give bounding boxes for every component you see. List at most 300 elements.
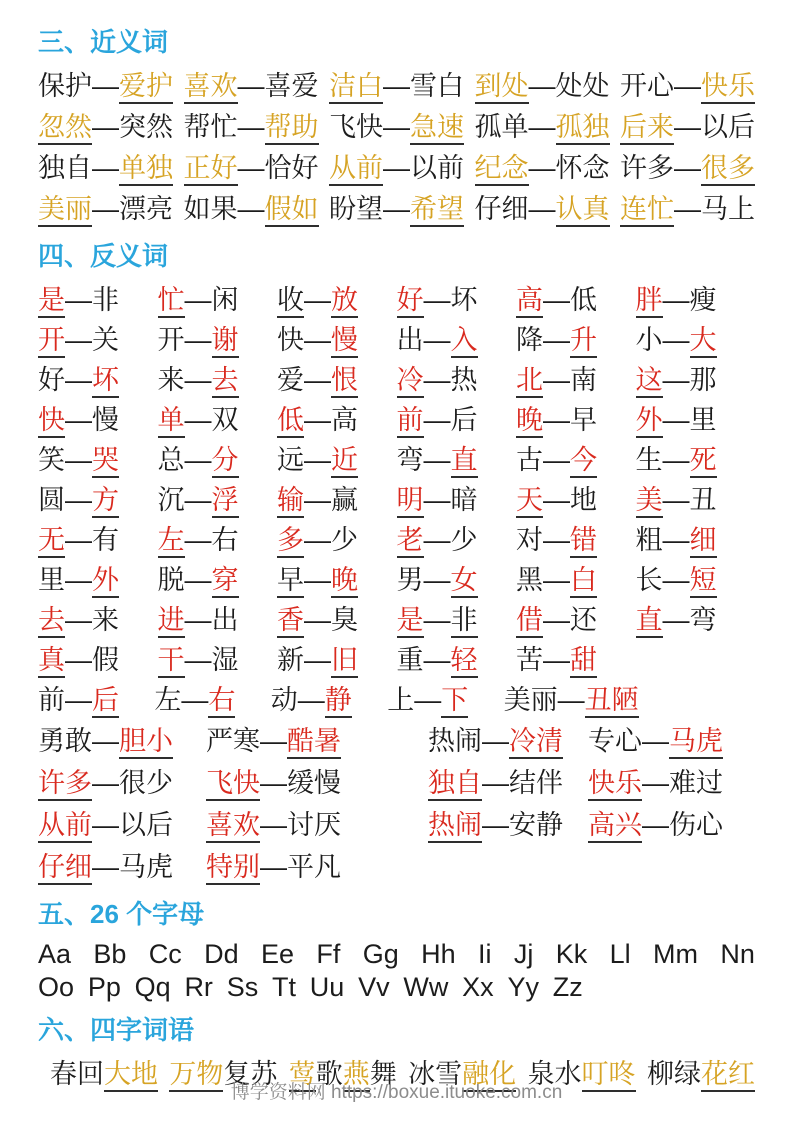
word-pair: [277, 400, 397, 440]
word-segment: —: [383, 71, 410, 101]
word-segment: 花红: [701, 1059, 755, 1092]
word-segment: 仔细: [38, 852, 92, 885]
word-segment: 天: [516, 485, 543, 518]
word-segment: 漂亮: [119, 194, 173, 224]
word-segment: 老: [397, 525, 424, 558]
word-pair: [38, 720, 206, 762]
word-segment: —: [184, 445, 212, 475]
word-segment: —: [642, 768, 669, 798]
word-segment: 热闹: [428, 726, 482, 756]
word-segment: 以前: [410, 153, 464, 183]
word-segment: 仔细: [474, 194, 529, 224]
word-segment: —: [423, 485, 451, 515]
word-segment: 冷清: [509, 726, 563, 759]
letter-pair: Aa: [38, 939, 72, 969]
letter-pair: Cc: [148, 939, 182, 969]
word-pair: [397, 640, 517, 680]
word-pair: [38, 762, 206, 804]
word-segment: —: [482, 726, 509, 756]
word-segment: —: [92, 194, 119, 224]
word-segment: 降: [516, 325, 543, 355]
word-segment: 那: [689, 365, 717, 395]
word-segment: —: [304, 605, 331, 635]
word-pair: [329, 107, 464, 148]
word-segment: —: [543, 565, 570, 595]
word-segment: 方: [92, 485, 119, 518]
word-segment: —: [423, 605, 451, 635]
word-segment: —: [184, 405, 212, 435]
word-segment: 去: [212, 365, 239, 398]
word-pair: [38, 360, 158, 400]
word-segment: —: [237, 71, 265, 101]
word-segment: 真: [38, 645, 65, 678]
word-pair: [397, 400, 517, 440]
word-segment: 正好: [184, 153, 238, 186]
word-pair: [158, 600, 278, 640]
word-segment: 很多: [701, 153, 755, 186]
word-segment: —: [383, 194, 410, 224]
word-row: [38, 107, 755, 148]
word-segment: 特别: [206, 852, 260, 885]
word-segment: —: [237, 153, 265, 183]
word-segment: 美: [636, 485, 663, 518]
word-segment: —: [304, 485, 331, 515]
word-segment: 坏: [450, 285, 478, 315]
word-pair: [647, 1054, 755, 1094]
word-segment: 爱护: [119, 71, 173, 104]
word-pair: [277, 640, 397, 680]
word-segment: 少: [331, 525, 358, 555]
word-pair: [516, 360, 636, 400]
word-pair: [329, 66, 464, 107]
word-segment: 柳绿: [646, 1059, 701, 1089]
word-segment: —: [543, 285, 570, 315]
word-segment: —: [674, 112, 701, 142]
word-segment: 开: [38, 325, 65, 358]
word-pair: [636, 360, 756, 400]
word-segment: 单: [158, 405, 185, 438]
word-segment: 浮: [212, 485, 239, 518]
word-segment: —: [423, 525, 451, 555]
word-segment: —: [482, 768, 509, 798]
word-row: [38, 971, 583, 1004]
word-pair: [38, 804, 206, 846]
word-segment: 恨: [331, 365, 358, 398]
word-segment: —: [260, 852, 287, 882]
word-segment: 马上: [701, 194, 755, 224]
word-segment: —: [92, 71, 119, 101]
word-pair: [158, 480, 278, 520]
letter-pair: Jj: [513, 939, 534, 969]
word-segment: 笑: [38, 445, 65, 475]
section-synonyms: [38, 26, 755, 230]
word-segment: 左: [158, 525, 185, 558]
word-segment: 后来: [620, 112, 674, 145]
word-segment: —: [662, 445, 690, 475]
word-segment: 美丽: [38, 194, 92, 227]
word-pair: [428, 804, 588, 846]
word-pair: [516, 400, 636, 440]
word-segment: 马虎: [119, 852, 173, 882]
word-pair: [516, 480, 636, 520]
word-segment: 旧: [331, 645, 358, 678]
word-segment: —: [543, 325, 570, 355]
word-segment: 非: [92, 285, 119, 315]
word-segment: 复苏: [223, 1059, 278, 1089]
word-segment: 臭: [331, 605, 358, 635]
word-segment: 专心: [588, 726, 642, 756]
word-segment: 动: [270, 685, 298, 715]
section-title-four-char-words: 六、四字词语: [38, 1015, 195, 1045]
word-segment: —: [65, 285, 92, 315]
word-row: [38, 804, 755, 846]
letter-pair: Ii: [478, 939, 492, 969]
word-segment: —: [65, 525, 92, 555]
word-pair: [158, 280, 278, 320]
word-segment: 胆小: [119, 726, 173, 759]
word-segment: 赢: [331, 485, 358, 515]
word-segment: 是: [397, 605, 424, 638]
word-segment: 暗: [450, 485, 478, 515]
letter-pair: Rr: [184, 972, 213, 1002]
word-pair: [516, 440, 636, 480]
word-segment: —: [304, 525, 331, 555]
word-segment: 外: [92, 565, 119, 598]
word-pair: [636, 560, 756, 600]
word-pair: [277, 600, 397, 640]
word-pair: [206, 720, 428, 762]
word-pair: [475, 189, 610, 230]
word-row: [38, 520, 755, 560]
word-segment: 来: [92, 605, 119, 635]
word-segment: 飞快: [329, 112, 383, 142]
word-segment: 右: [211, 525, 239, 555]
word-segment: 叮咚: [582, 1059, 636, 1092]
word-row: [38, 560, 755, 600]
word-pair: [50, 1054, 158, 1094]
word-row: [38, 720, 755, 762]
word-segment: 勇敢: [38, 726, 92, 756]
word-pair: [38, 440, 158, 480]
word-segment: —: [237, 112, 265, 142]
word-pair: [271, 680, 387, 720]
word-segment: 里: [38, 565, 65, 595]
word-segment: —: [92, 112, 119, 142]
word-pair: [184, 66, 319, 107]
word-row: [38, 640, 755, 680]
word-segment: 独自: [428, 768, 482, 801]
word-segment: 圆: [38, 485, 65, 515]
word-segment: —: [260, 726, 287, 756]
word-segment: 放: [331, 285, 358, 318]
word-pair: [397, 480, 517, 520]
letter-pair: Dd: [204, 939, 239, 969]
letter-pair: Vv: [358, 972, 390, 1002]
word-pair: [636, 400, 756, 440]
word-pair: [397, 520, 517, 560]
word-segment: 还: [570, 605, 597, 635]
word-pair: [277, 280, 397, 320]
word-segment: —: [543, 405, 570, 435]
word-row: [38, 938, 755, 971]
word-segment: —: [543, 645, 570, 675]
word-pair: [516, 560, 636, 600]
word-pair: [38, 480, 158, 520]
word-segment: 这: [636, 365, 663, 398]
word-segment: —: [304, 645, 331, 675]
word-segment: 直: [636, 605, 663, 638]
word-segment: 慢: [331, 325, 358, 358]
letter-pair: Ff: [316, 939, 341, 969]
word-segment: 爱: [277, 365, 304, 395]
word-segment: 升: [570, 325, 597, 358]
word-pair: [397, 360, 517, 400]
word-pair: [475, 148, 610, 189]
letter-pair: Uu: [309, 972, 345, 1002]
word-segment: 关: [92, 325, 119, 355]
word-segment: 女: [451, 565, 478, 598]
word-segment: —: [543, 485, 570, 515]
word-pair: [636, 480, 756, 520]
word-pair: [38, 680, 154, 720]
word-segment: 许多: [38, 768, 92, 801]
word-segment: —: [528, 71, 556, 101]
word-segment: 地: [570, 485, 597, 515]
word-row: [38, 189, 755, 230]
word-segment: 开心: [620, 71, 674, 101]
word-pair: [158, 520, 278, 560]
word-pair: [428, 762, 588, 804]
word-segment: 很少: [119, 768, 173, 798]
letter-pair: Gg: [362, 939, 399, 969]
word-segment: 盼望: [329, 194, 383, 224]
word-pair: [636, 600, 756, 640]
word-pair: [38, 320, 158, 360]
word-segment: —: [92, 852, 119, 882]
word-pair: [158, 400, 278, 440]
word-segment: —: [304, 325, 331, 355]
word-segment: 香: [277, 605, 304, 638]
word-segment: 单独: [119, 153, 173, 186]
word-segment: —: [304, 285, 331, 315]
word-segment: 洁白: [329, 71, 383, 104]
word-segment: 纪念: [475, 153, 529, 186]
word-segment: 重: [396, 645, 424, 675]
word-segment: 忙: [158, 285, 185, 318]
word-segment: 帮助: [265, 112, 319, 145]
word-segment: —: [184, 325, 212, 355]
word-segment: 低: [570, 285, 597, 315]
word-segment: 融化: [462, 1059, 516, 1092]
word-segment: —: [557, 685, 585, 715]
word-segment: 早: [570, 405, 597, 435]
word-segment: 双: [211, 405, 239, 435]
word-segment: 低: [277, 405, 304, 438]
word-row: [38, 66, 755, 107]
word-pair: [277, 560, 397, 600]
word-pair: [38, 280, 158, 320]
worksheet-sections: [38, 26, 755, 1094]
word-segment: 湿: [211, 645, 239, 675]
letter-pair: Kk: [555, 939, 588, 969]
word-pair: [636, 280, 756, 320]
word-pair: [38, 520, 158, 560]
letter-pair: Mm: [653, 939, 698, 969]
word-segment: 连忙: [620, 194, 674, 227]
word-segment: 谢: [212, 325, 239, 358]
word-pair: [387, 680, 503, 720]
word-pair: [206, 846, 428, 888]
word-segment: —: [423, 405, 451, 435]
word-segment: 快乐: [588, 768, 642, 801]
word-row: [38, 360, 755, 400]
word-pair: [397, 440, 517, 480]
word-segment: 远: [277, 445, 304, 475]
word-segment: —: [423, 565, 451, 595]
word-segment: 晚: [331, 565, 358, 598]
word-segment: 冷: [397, 365, 424, 398]
word-segment: —: [65, 445, 92, 475]
word-row: [38, 320, 755, 360]
word-segment: 从前: [38, 810, 92, 843]
word-segment: 今: [570, 445, 597, 478]
word-segment: 弯: [396, 445, 424, 475]
section-title-antonyms: 四、反义词: [38, 241, 169, 271]
word-segment: 明: [397, 485, 424, 518]
word-segment: 喜爱: [264, 71, 319, 101]
word-segment: 急速: [410, 112, 464, 145]
word-segment: 高兴: [588, 810, 642, 843]
word-segment: —: [65, 645, 92, 675]
word-segment: 歌: [315, 1059, 343, 1089]
word-segment: —: [423, 365, 451, 395]
word-segment: 里: [689, 405, 717, 435]
word-row: [38, 600, 755, 640]
word-segment: 忽然: [38, 112, 92, 145]
word-segment: —: [65, 405, 92, 435]
word-pair: [38, 107, 173, 148]
word-segment: —: [662, 525, 690, 555]
word-pair: [397, 320, 517, 360]
watermark: 博学资料网 https://boxue.ituoke.com.cn: [230, 1082, 563, 1103]
word-pair: [428, 720, 588, 762]
word-segment: 生: [635, 445, 663, 475]
word-segment: —: [92, 768, 119, 798]
word-segment: 以后: [701, 112, 755, 142]
word-segment: 闲: [211, 285, 239, 315]
word-segment: —: [642, 726, 669, 756]
word-segment: 丑陋: [585, 685, 639, 718]
word-segment: 丑: [689, 485, 717, 515]
word-pair: [38, 640, 158, 680]
word-pair: [277, 480, 397, 520]
word-segment: —: [423, 285, 451, 315]
word-segment: —: [92, 810, 119, 840]
word-pair: [158, 560, 278, 600]
word-segment: —: [662, 365, 690, 395]
word-segment: 以后: [119, 810, 173, 840]
word-segment: 酷暑: [287, 726, 341, 759]
word-segment: 如果: [183, 194, 238, 224]
word-segment: —: [543, 525, 570, 555]
word-pair: [516, 640, 636, 680]
word-pair: [636, 440, 756, 480]
word-row: [38, 680, 755, 720]
word-pair: [277, 440, 397, 480]
word-segment: 错: [570, 525, 597, 558]
word-segment: —: [662, 605, 690, 635]
word-pair: [154, 680, 270, 720]
word-pair: [206, 762, 428, 804]
letter-pair: Ss: [226, 972, 259, 1002]
word-segment: 开: [157, 325, 185, 355]
section-antonyms: [38, 240, 755, 888]
word-pair: [516, 600, 636, 640]
word-segment: 进: [158, 605, 185, 638]
word-pair: [184, 189, 319, 230]
word-segment: —: [674, 153, 701, 183]
word-segment: 总: [157, 445, 185, 475]
word-pair: [38, 400, 158, 440]
word-segment: 分: [212, 445, 239, 478]
letter-pair: Ww: [403, 972, 449, 1002]
letter-pair: Ee: [261, 939, 295, 969]
word-segment: —: [184, 285, 212, 315]
word-segment: 舞: [369, 1059, 397, 1089]
word-segment: —: [65, 365, 92, 395]
word-segment: —: [65, 325, 92, 355]
word-pair: [620, 189, 755, 230]
word-segment: 缓慢: [287, 768, 341, 798]
word-pair: [620, 66, 755, 107]
word-pair: [588, 720, 755, 762]
letter-pair: Ll: [609, 939, 631, 969]
word-segment: 处处: [555, 71, 610, 101]
word-segment: 孤独: [556, 112, 610, 145]
word-pair: [158, 320, 278, 360]
word-row: [38, 762, 755, 804]
word-segment: —: [181, 685, 209, 715]
word-segment: —: [304, 365, 331, 395]
word-segment: 从前: [329, 153, 383, 186]
word-segment: —: [184, 365, 212, 395]
word-segment: —: [642, 810, 669, 840]
word-pair: [588, 804, 755, 846]
word-segment: 弯: [689, 605, 717, 635]
word-segment: —: [297, 685, 325, 715]
word-segment: —: [92, 153, 119, 183]
word-pair: [620, 107, 755, 148]
word-segment: 静: [325, 685, 352, 718]
word-segment: 白: [570, 565, 597, 598]
word-pair: [158, 440, 278, 480]
word-pair: [184, 107, 319, 148]
word-pair: [504, 680, 639, 720]
word-segment: 春回: [50, 1059, 104, 1089]
word-pair: [38, 846, 206, 888]
word-segment: 严寒: [206, 726, 260, 756]
word-pair: [277, 360, 397, 400]
word-segment: 喜欢: [184, 71, 238, 104]
word-segment: —: [304, 405, 331, 435]
word-segment: 男: [396, 565, 424, 595]
word-segment: 古: [516, 445, 543, 475]
word-row: [38, 440, 755, 480]
word-pair: [516, 280, 636, 320]
word-segment: —: [65, 485, 92, 515]
word-pair: [475, 107, 610, 148]
word-segment: 去: [38, 605, 65, 638]
